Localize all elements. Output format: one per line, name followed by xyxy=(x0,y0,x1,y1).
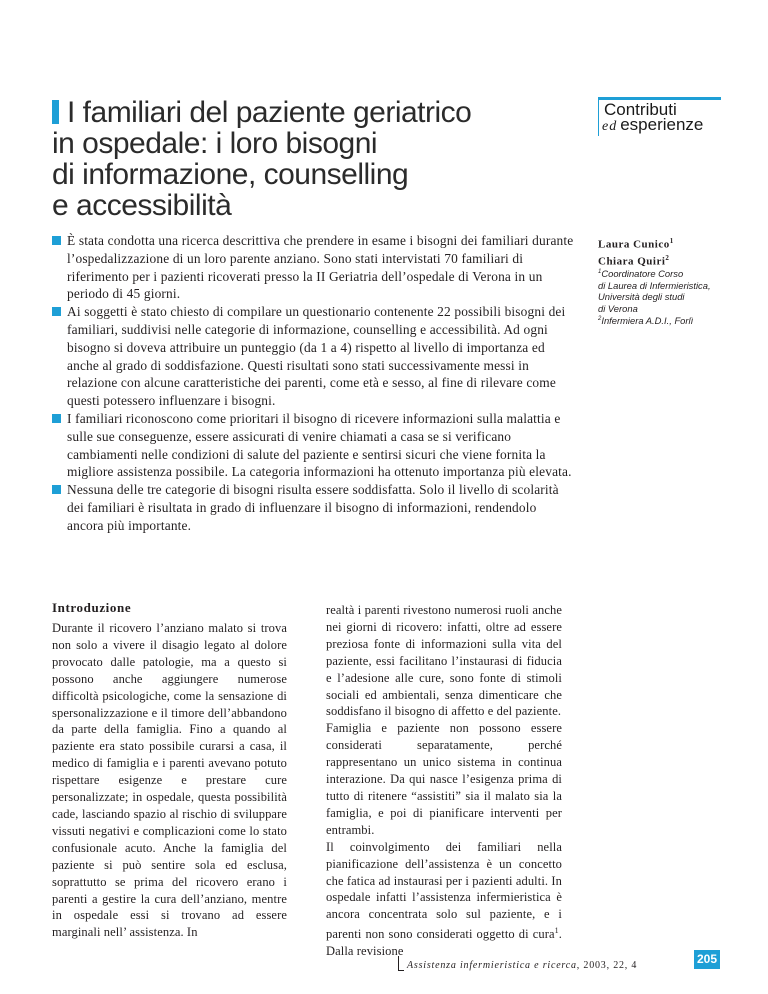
title-line-4: e accessibilità xyxy=(52,189,232,222)
page-number: 205 xyxy=(694,950,720,969)
body-paragraph: Durante il ricovero l’anziano malato si trova non solo a vivere il disagio legato al dolore provocato dalle patologie, ma a questo si possono anche aggiungere numerose difficoltà psicologiche, come la sensazione di spersonalizzazione e il timore dell’abbandono da parte della famiglia. Fino a quando al paziente era stato possibile curarsi a casa, il medico di famiglia e i parenti avevano potuto rispettare esigenze e prestare cure personalizzate; in ospedale, questa possibilità cade, lasciando spazio al rischio di sviluppare vissuti negativi e complicazioni come lo stato confusionale acuto. Anche la famiglia del paziente si può sentire sola ed esclusa, soprattutto se prima del ricovero erano i parenti a gestire la cura dell’anziano, mentre in ospedale essi si trovano ad essere marginali nell’ assistenza. In xyxy=(52,621,287,940)
section-label-line1: Contributi xyxy=(604,100,677,119)
title-marker xyxy=(52,100,59,124)
journal-citation: , 2003, 22, 4 xyxy=(576,960,638,971)
affiliations xyxy=(598,267,738,327)
body-column-right xyxy=(326,602,562,960)
affiliation-1-line4: di Verona xyxy=(598,302,638,314)
bullet-icon xyxy=(52,307,61,316)
abstract-item: Ai soggetti è stato chiesto di compilare un questionario contenente 22 possibili bisogni dei familiari, suddivisi nelle categorie di informazione, counselling e accessibilità. Ad ogni bisogno si doveva attribuire un punteggio (da 1 a 4) rispetto al livello di importanza ed anche al grado di soddisfazione. Questi risultati sono stati successivamente messi in relazione con alcune caratteristiche dei parenti, come età e sesso, al fine di rilevare come questi potessero influenzare i bisogni. xyxy=(52,303,574,410)
bullet-icon xyxy=(52,414,61,423)
section-heading: Introduzione xyxy=(52,600,132,615)
title-line-1: I familiari del paziente geriatrico xyxy=(52,97,522,128)
page-footer xyxy=(398,956,637,971)
bullet-icon xyxy=(52,236,61,245)
article-title xyxy=(52,97,522,221)
abstract-item: I familiari riconoscono come prioritari il bisogno di ricevere informazioni sulla malattia e sulle sue conseguenze, essere assicurati di venire chiamati a casa se si verificano cambiamenti nelle condizioni di salute del paziente e sentirsi sicuri che viene fornita la migliore assistenza possibile. La categoria informazioni ha ottenuto importanza più elevata. xyxy=(52,410,574,481)
bracket-mark xyxy=(398,956,404,971)
journal-name: Assistenza infermieristica e ricerca xyxy=(407,960,577,971)
author-1: Laura Cunico$^1$ xyxy=(598,237,674,251)
bullet-icon xyxy=(52,485,61,494)
body-paragraph: Famiglia e paziente non possono essere considerati separatamente, perché rappresentano un unico sistema in continua interazione. Da qui nasce l’esigenza prima di tutto di ritenere “assistiti” sia il malato sia la famiglia, e poi di pianificare interventi per entrambi. xyxy=(326,721,562,837)
author-2: Chiara Quiri$^2$ xyxy=(598,253,670,268)
title-line-2: in ospedale: i loro bisogni xyxy=(52,127,378,160)
affiliation-1-line3: Università degli studi xyxy=(598,291,685,303)
section-label-line2: ed esperienze xyxy=(602,115,704,134)
body-paragraph: realtà i parenti rivestono numerosi ruoli anche nei giorni di ricovero: infatti, oltre ad essere preziosa fonte di informazioni sulla vita del paziente, essi facilitano l’instaurasi di fiducia e l’adesione alle cure, sono fonte di stimoli sociali ed ambientali, senza dimenticare che soddisfano il bisogno di affetto e del paziente. xyxy=(326,603,562,719)
abstract-item: Nessuna delle tre categorie di bisogni risulta essere soddisfatta. Solo il livello di scolarità dei familiari è risultata in grado di influenzare il bisogno di informazioni, rendendolo ancora più importante. xyxy=(52,481,574,534)
abstract-item: È stata condotta una ricerca descrittiva che prendere in esame i bisogni dei familiari durante l’ospedalizzazione di un loro parente anziano. Sono stati intervistati 70 familiari di riferimento per i pazienti ricoverati presso la II Geriatria dell’ospedale di Verona in un periodo di 45 giorni. xyxy=(52,232,574,303)
affiliation-1: $^1$Coordinatore Corso xyxy=(598,268,684,280)
section-label xyxy=(598,97,721,136)
title-line-3: di informazione, counselling xyxy=(52,158,409,191)
authors xyxy=(598,235,738,268)
affiliation-1-line2: di Laurea di Infermieristica, xyxy=(598,279,711,291)
body-column-left xyxy=(52,600,287,941)
abstract xyxy=(52,232,574,535)
body-paragraph: Il coinvolgimento dei familiari nella pianificazione dell’assistenza è un concetto che fatica ad instaurasi per i pazienti adulti. In ospedale infatti l’assistenza infermieristica è ancora concentrata solo sul paziente, e i parenti non sono considerati oggetto di cura$^1$. Dalla revisione xyxy=(326,839,562,959)
affiliation-2: $^2$Infermiera A.D.I., Forlì xyxy=(598,315,694,327)
